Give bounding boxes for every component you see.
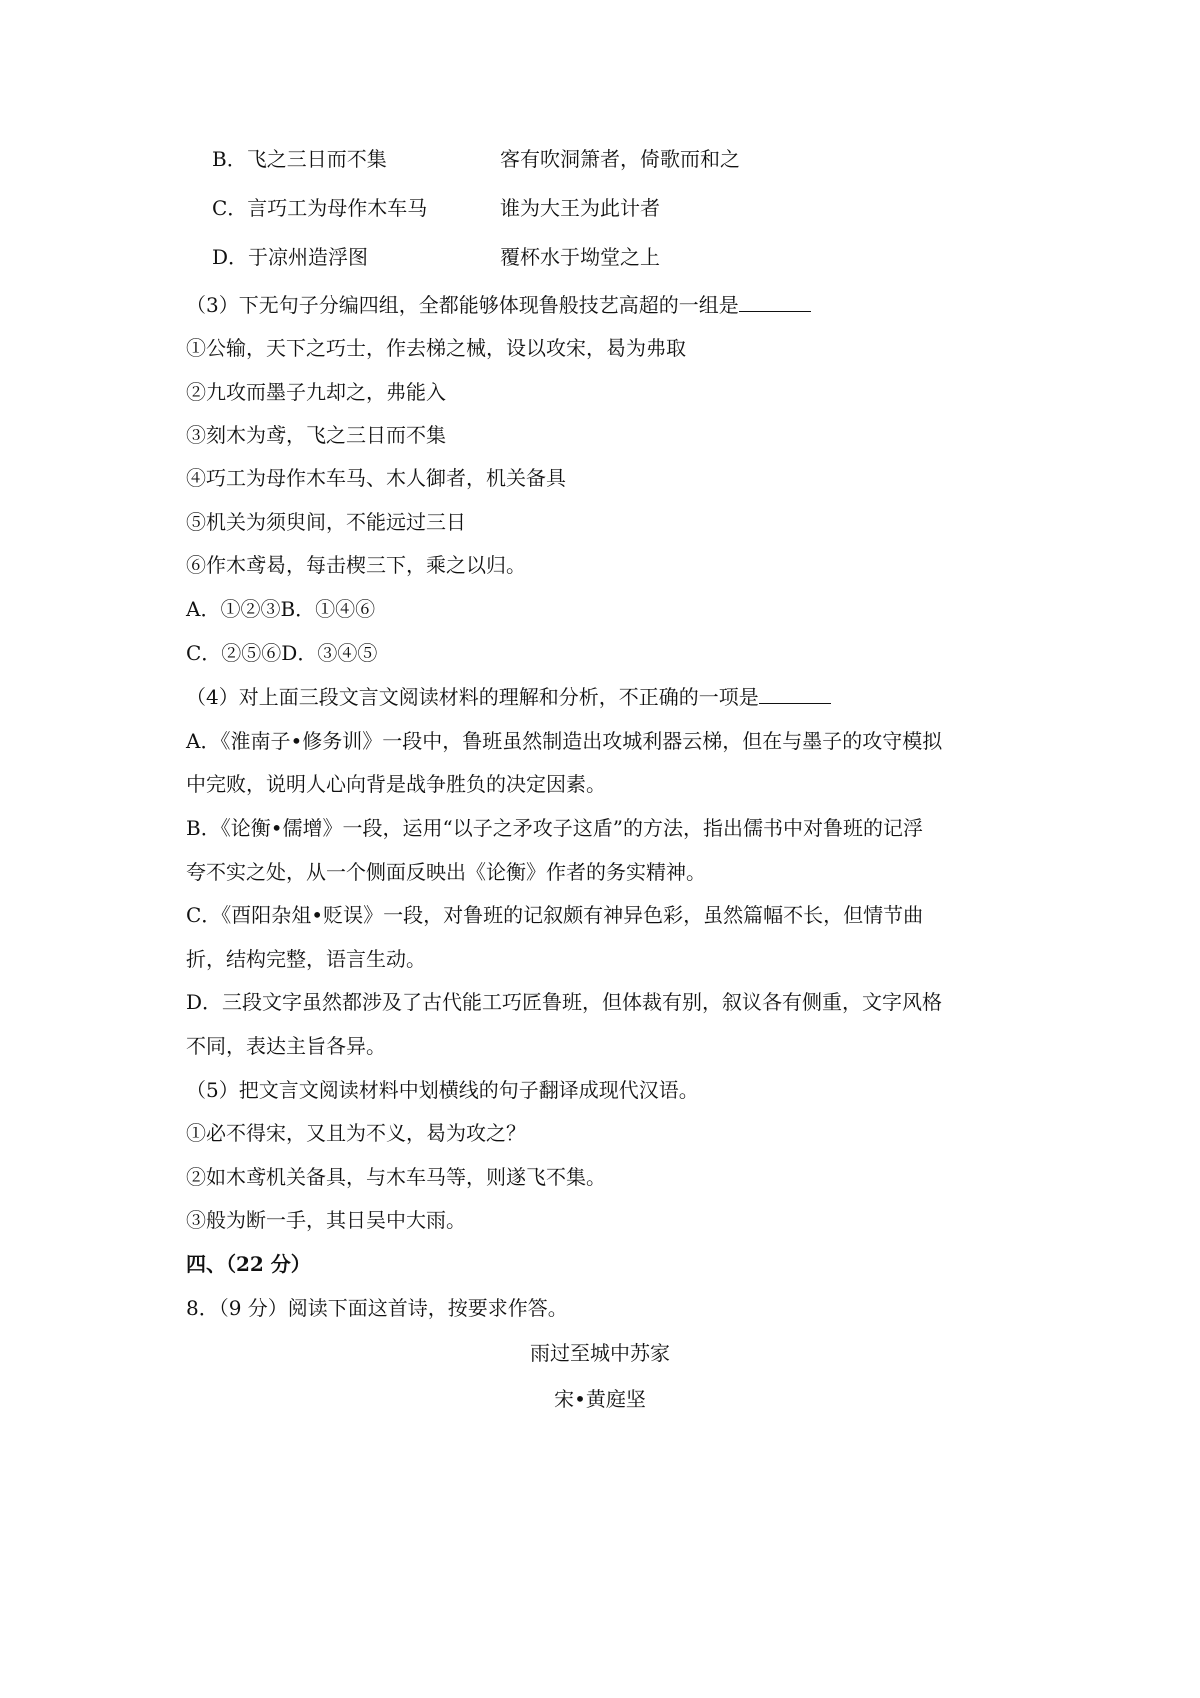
q3-option-cd: C．②⑤⑥D．③④⑤: [186, 641, 378, 665]
poem-author: 宋•黄庭坚: [554, 1387, 646, 1411]
q4-option-d-line2: 不同，表达主旨各异。: [186, 1034, 386, 1058]
q2-option-d-right: 覆杯水于坳堂之上: [500, 245, 660, 269]
q8-stem: 8．（9 分）阅读下面这首诗，按要求作答。: [186, 1296, 568, 1320]
q3-item-5: ⑤机关为须臾间，不能远过三日: [186, 510, 466, 534]
q5-stem: （5）把文言文阅读材料中划横线的句子翻译成现代汉语。: [186, 1078, 699, 1102]
q3-item-4: ④巧工为母作木车马、木人御者，机关备具: [186, 466, 566, 490]
q4-stem-text: （4）对上面三段文言文阅读材料的理解和分析，不正确的一项是: [186, 685, 759, 709]
q2-option-b: B．飞之三日而不集: [212, 147, 387, 171]
q3-item-3: ③刻木为鸢，飞之三日而不集: [186, 423, 446, 447]
q4-option-a-line2: 中完败，说明人心向背是战争胜负的决定因素。: [186, 772, 606, 796]
q4-option-b-line1: B．《论衡•儒增》一段，运用“以子之矛攻子这盾”的方法，指出儒书中对鲁班的记浮: [186, 816, 923, 840]
answer-blank: [739, 293, 811, 312]
q3-stem: [186, 293, 811, 317]
q4-option-c-line2: 折，结构完整，语言生动。: [186, 947, 426, 971]
q5-item-2: ②如木鸢机关备具，与木车马等，则遂飞不集。: [186, 1165, 606, 1189]
q2-option-c-right: 谁为大王为此计者: [500, 196, 660, 220]
poem-title: 雨过至城中苏家: [530, 1341, 670, 1365]
q4-option-c-line1: C．《酉阳杂俎•贬误》一段，对鲁班的记叙颇有神异色彩，虽然篇幅不长，但情节曲: [186, 903, 924, 927]
section-heading: 四、（22 分）: [186, 1252, 311, 1276]
q3-option-ab: A．①②③B．①④⑥: [186, 597, 376, 621]
q4-option-d-line1: D．三段文字虽然都涉及了古代能工巧匠鲁班，但体裁有别，叙议各有侧重，文字风格: [186, 990, 943, 1014]
q2-option-d: D．于凉州造浮图: [212, 245, 369, 269]
q5-item-3: ③般为断一手，其日吴中大雨。: [186, 1208, 466, 1232]
q3-stem-text: （3）下无句子分编四组，全都能够体现鲁般技艺高超的一组是: [186, 293, 739, 317]
q4-option-b-line2: 夸不实之处，从一个侧面反映出《论衡》作者的务实精神。: [186, 860, 706, 884]
q3-item-2: ②九攻而墨子九却之，弗能入: [186, 380, 446, 404]
q4-option-a-line1: A．《淮南子•修务训》一段中，鲁班虽然制造出攻城利器云梯，但在与墨子的攻守模拟: [186, 729, 943, 753]
q3-item-1: ①公输，天下之巧士，作去梯之械，设以攻宋，曷为弗取: [186, 336, 686, 360]
q5-item-1: ①必不得宋，又且为不义，曷为攻之？: [186, 1121, 526, 1145]
q3-item-6: ⑥作木鸢曷，每击楔三下，乘之以归。: [186, 553, 526, 577]
q2-option-b-right: 客有吹洞箫者，倚歌而和之: [500, 147, 740, 171]
q4-stem: [186, 685, 831, 709]
q2-option-c: C．言巧工为母作木车马: [212, 196, 428, 220]
answer-blank: [759, 685, 831, 704]
